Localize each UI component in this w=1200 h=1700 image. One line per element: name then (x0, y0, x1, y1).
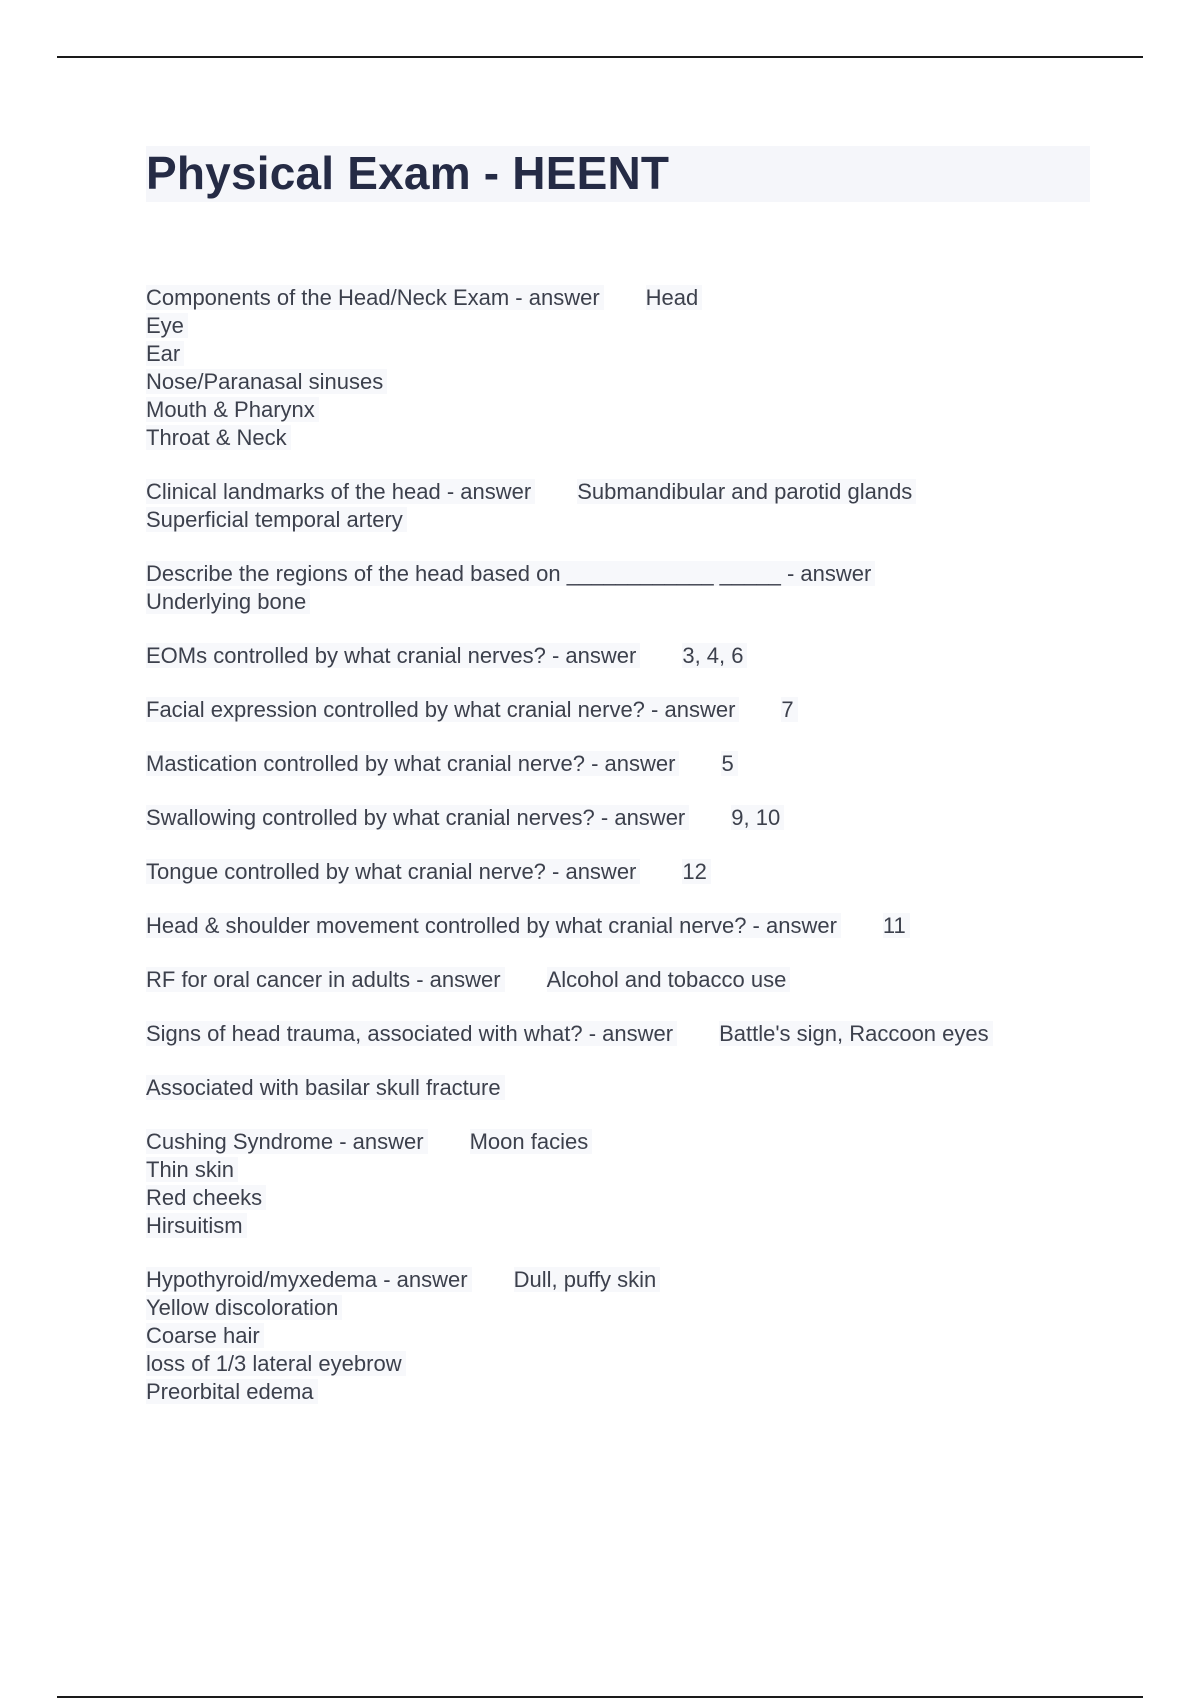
qa-answer: 5 (721, 751, 737, 776)
qa-answer-text: Ear (146, 341, 184, 366)
qa-first-line (146, 642, 1126, 670)
qa-item (146, 912, 1126, 940)
qa-first-line (146, 1020, 1126, 1048)
qa-answer-line (146, 1212, 1126, 1240)
qa-question: Describe the regions of the head based on ____________ _____ - answer (146, 561, 875, 586)
qa-answer-line (146, 340, 1126, 368)
qa-answer-text: Mouth & Pharynx (146, 397, 319, 422)
qa-answer-line (146, 1322, 1126, 1350)
qa-question: Components of the Head/Neck Exam - answer (146, 285, 604, 310)
bottom-rule (57, 1696, 1143, 1698)
qa-answer-text: Yellow discoloration (146, 1295, 342, 1320)
qa-first-line (146, 560, 1126, 588)
qa-first-line (146, 1128, 1126, 1156)
qa-item (146, 804, 1126, 832)
qa-answer-line (146, 1184, 1126, 1212)
qa-item (146, 560, 1126, 616)
qa-answer-line (146, 588, 1126, 616)
qa-answer-text: Hirsuitism (146, 1213, 247, 1238)
qa-question: Cushing Syndrome - answer (146, 1129, 428, 1154)
page-title: Physical Exam - HEENT (146, 147, 670, 199)
qa-answer-text: Coarse hair (146, 1323, 264, 1348)
qa-question: Hypothyroid/myxedema - answer (146, 1267, 472, 1292)
qa-answer-line (146, 312, 1126, 340)
qa-answer-line (146, 1294, 1126, 1322)
qa-answer-text: Underlying bone (146, 589, 310, 614)
qa-item (146, 478, 1126, 534)
qa-question: Swallowing controlled by what cranial nerves? - answer (146, 805, 689, 830)
qa-answer: Moon facies (470, 1129, 593, 1154)
qa-item (146, 284, 1126, 452)
qa-answer: 3, 4, 6 (682, 643, 747, 668)
qa-item (146, 696, 1126, 724)
qa-item (146, 642, 1126, 670)
qa-first-line (146, 858, 1126, 886)
qa-question: Clinical landmarks of the head - answer (146, 479, 535, 504)
qa-answer-line (146, 1378, 1126, 1406)
qa-answer-text: Superficial temporal artery (146, 507, 407, 532)
qa-answer-text: Eye (146, 313, 188, 338)
qa-answer-text: Preorbital edema (146, 1379, 318, 1404)
qa-answer-line (146, 506, 1126, 534)
qa-item (146, 750, 1126, 778)
qa-answer-line (146, 396, 1126, 424)
qa-answer-text: Nose/Paranasal sinuses (146, 369, 387, 394)
top-rule (57, 56, 1143, 58)
qa-answer-text: loss of 1/3 lateral eyebrow (146, 1351, 406, 1376)
qa-answer: 12 (682, 859, 710, 884)
qa-first-line (146, 1074, 1126, 1102)
qa-item (146, 1128, 1126, 1240)
qa-first-line (146, 804, 1126, 832)
qa-question: Associated with basilar skull fracture (146, 1075, 505, 1100)
qa-question: EOMs controlled by what cranial nerves? - answer (146, 643, 640, 668)
qa-item (146, 1266, 1126, 1406)
qa-answer: 9, 10 (731, 805, 784, 830)
qa-first-line (146, 478, 1126, 506)
qa-question: Mastication controlled by what cranial nerve? - answer (146, 751, 679, 776)
qa-answer-text: Thin skin (146, 1157, 238, 1182)
qa-first-line (146, 696, 1126, 724)
qa-answer: 11 (883, 913, 910, 938)
qa-answer: Head (646, 285, 703, 310)
qa-answer: Alcohol and tobacco use (547, 967, 791, 992)
qa-question: RF for oral cancer in adults - answer (146, 967, 505, 992)
qa-first-line (146, 966, 1126, 994)
qa-first-line (146, 750, 1126, 778)
qa-first-line (146, 1266, 1126, 1294)
qa-question: Facial expression controlled by what cranial nerve? - answer (146, 697, 739, 722)
qa-answer-text: Throat & Neck (146, 425, 291, 450)
qa-first-line (146, 284, 1126, 312)
qa-item (146, 858, 1126, 886)
qa-answer-line (146, 1156, 1126, 1184)
qa-list (146, 284, 1126, 1432)
qa-item (146, 966, 1126, 994)
qa-answer: Battle's sign, Raccoon eyes (719, 1021, 993, 1046)
qa-answer-line (146, 368, 1126, 396)
qa-question: Signs of head trauma, associated with what? - answer (146, 1021, 677, 1046)
qa-item (146, 1020, 1126, 1048)
qa-item (146, 1074, 1126, 1102)
qa-answer: Dull, puffy skin (514, 1267, 661, 1292)
qa-answer-line (146, 1350, 1126, 1378)
qa-question: Head & shoulder movement controlled by what cranial nerve? - answer (146, 913, 841, 938)
qa-question: Tongue controlled by what cranial nerve? - answer (146, 859, 640, 884)
qa-answer-text: Red cheeks (146, 1185, 266, 1210)
qa-answer: 7 (781, 697, 797, 722)
qa-first-line (146, 912, 1126, 940)
qa-answer: Submandibular and parotid glands (577, 479, 916, 504)
qa-answer-line (146, 424, 1126, 452)
